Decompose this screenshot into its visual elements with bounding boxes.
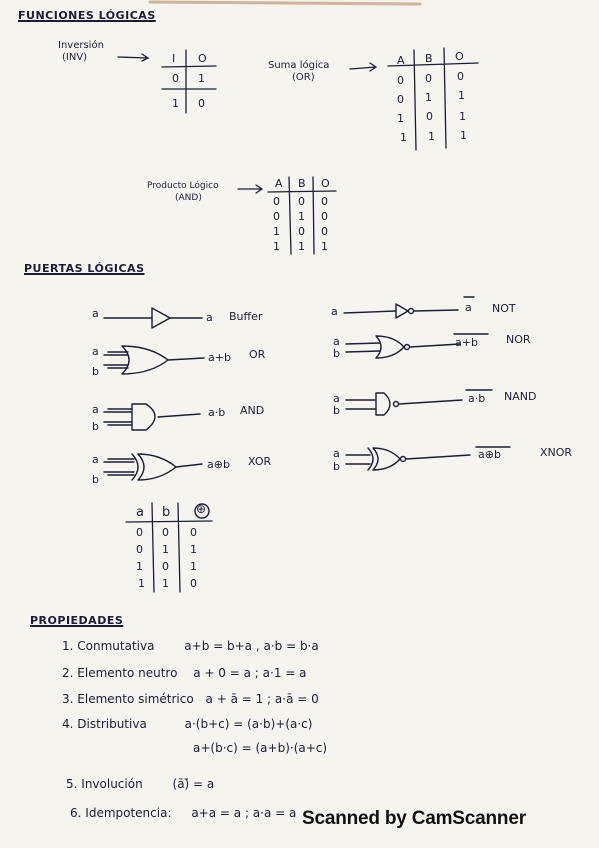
suma-header-a: A — [397, 54, 405, 67]
property-name: Distributiva — [77, 717, 147, 731]
property-name: Conmutativa — [77, 639, 155, 653]
prod-cell: 1 — [273, 225, 280, 238]
xor-cell: 1 — [138, 577, 145, 590]
inversion-label-line1: Inversión — [58, 40, 104, 51]
xnor-extra-arc — [368, 448, 373, 470]
xor-cell: 0 — [162, 526, 169, 539]
property-formula-distributiva-2: a+(b·c) = (a+b)·(a+c) — [193, 741, 328, 755]
prod-cell: 0 — [298, 195, 305, 208]
producto-label-line1: Producto Lógico — [147, 181, 219, 191]
xor-input-b-label: b — [92, 473, 99, 486]
xor-cell: 1 — [190, 560, 197, 573]
nor-gate-icon — [376, 336, 404, 358]
xnor-name-label: XNOR — [540, 446, 573, 459]
or-input-b-label: b — [92, 365, 99, 378]
inv-cell: 1 — [198, 72, 205, 85]
suma-cell: 1 — [458, 89, 465, 102]
suma-cell: 1 — [428, 130, 435, 143]
section-title-funciones: FUNCIONES LÓGICAS — [18, 9, 156, 22]
or-name-label: OR — [249, 348, 266, 361]
suma-label-line1: Suma lógica — [268, 60, 330, 71]
nand-name-label: NAND — [504, 390, 537, 403]
xor-input-a-label: a — [92, 453, 99, 466]
xor-cell: 1 — [136, 560, 143, 573]
suma-cell: 0 — [397, 93, 404, 106]
xor-cell: 0 — [190, 577, 197, 590]
and-gate-icon — [132, 404, 155, 430]
prod-cell: 1 — [298, 240, 305, 253]
xor-name-label: XOR — [248, 455, 272, 468]
suma-label-line2: (OR) — [292, 72, 315, 83]
property-formula: a + ā = 1 ; a·ā = 0 — [205, 692, 319, 706]
property-item-distributiva — [62, 717, 312, 731]
xor-cell: 1 — [162, 577, 169, 590]
prod-cell: 1 — [273, 240, 280, 253]
and-input-b-label: b — [92, 420, 99, 433]
xor-cell: 1 — [162, 543, 169, 556]
nor-input-a-label: a — [333, 335, 340, 348]
camscanner-watermark: Scanned by CamScanner — [302, 808, 526, 829]
not-gate-icon — [396, 304, 408, 318]
property-formula: a + 0 = a ; a·1 = a — [193, 666, 307, 680]
property-number: 4. — [62, 717, 74, 731]
prod-header-o: O — [321, 177, 330, 190]
prod-header-a: A — [275, 177, 283, 190]
nand-input-a-label: a — [333, 392, 340, 405]
suma-cell: 0 — [457, 70, 464, 83]
or-output-label: a+b — [208, 351, 231, 364]
section-title-propiedades: PROPIEDADES — [30, 614, 124, 627]
suma-cell: 1 — [425, 91, 432, 104]
and-name-label: AND — [240, 404, 265, 417]
xor-output-label: a⊕b — [207, 458, 230, 471]
xor-cell: 0 — [190, 526, 197, 539]
prod-cell: 0 — [321, 210, 328, 223]
property-item-neutro — [62, 666, 307, 680]
xor-gate-icon — [138, 454, 176, 480]
not-name-label: NOT — [492, 302, 516, 315]
xnor-input-a-label: a — [333, 447, 340, 460]
property-name: Idempotencia: — [85, 806, 172, 820]
suma-cell: 1 — [400, 131, 407, 144]
inv-header-i: I — [172, 52, 176, 65]
xnor-output-label: a⊕b — [478, 448, 501, 461]
property-formula: a+a = a ; a·a = a — [191, 806, 297, 820]
nor-input-b-label: b — [333, 347, 340, 360]
xor-header-b: b — [162, 505, 171, 520]
suma-cell: 0 — [397, 74, 404, 87]
suma-cell: 1 — [397, 112, 404, 125]
not-output-label: a — [465, 301, 472, 314]
property-item-involucion — [66, 777, 214, 791]
property-name: Elemento simétrico — [77, 692, 194, 706]
section-title-puertas: PUERTAS LÓGICAS — [24, 262, 145, 275]
prod-cell: 1 — [298, 210, 305, 223]
property-formula: a·(b+c) = (a·b)+(a·c) — [184, 717, 313, 731]
inv-header-o: O — [198, 52, 207, 65]
nand-input-b-label: b — [333, 404, 340, 417]
property-item-idempotencia — [70, 806, 296, 820]
xor-header-a: a — [136, 505, 144, 520]
xnor-input-b-label: b — [333, 460, 340, 473]
property-number: 6. — [70, 806, 82, 820]
xor-extra-arc — [132, 454, 138, 480]
prod-cell: 1 — [321, 240, 328, 253]
buffer-output-label: a — [206, 311, 213, 324]
nand-gate-icon — [376, 393, 390, 415]
inv-cell: 0 — [198, 97, 205, 110]
buffer-input-label: a — [92, 307, 99, 320]
prod-cell: 0 — [273, 210, 280, 223]
prod-cell: 0 — [321, 195, 328, 208]
suma-cell: 0 — [425, 72, 432, 85]
or-gate-icon — [122, 346, 168, 374]
property-formula: a+b = b+a , a·b = b·a — [184, 639, 319, 653]
property-number: 2. — [62, 666, 74, 680]
buffer-name-label: Buffer — [229, 310, 263, 323]
nand-output-label: a·b — [468, 392, 486, 405]
prod-cell: 0 — [298, 225, 305, 238]
prod-cell: 0 — [321, 225, 328, 238]
xor-cell: 0 — [136, 526, 143, 539]
prod-cell: 0 — [273, 195, 280, 208]
prod-header-b: B — [298, 177, 306, 190]
xor-header-out: ⊕ — [196, 502, 207, 516]
not-input-label: a — [331, 305, 338, 318]
property-formula: (ā)̄ = a — [172, 777, 215, 791]
suma-cell: 1 — [460, 129, 467, 142]
inv-cell: 1 — [172, 97, 179, 110]
producto-label-line2: (AND) — [175, 193, 202, 203]
nor-output-label: a+b — [455, 336, 478, 349]
xor-cell: 1 — [190, 543, 197, 556]
property-name: Involución — [81, 777, 143, 791]
property-number: 1. — [62, 639, 74, 653]
suma-header-b: B — [425, 52, 433, 65]
buffer-gate-icon — [152, 308, 170, 328]
or-input-a-label: a — [92, 345, 99, 358]
suma-cell: 1 — [459, 110, 466, 123]
property-number: 5. — [66, 777, 78, 791]
suma-cell: 0 — [426, 110, 433, 123]
and-input-a-label: a — [92, 403, 99, 416]
property-name: Elemento neutro — [77, 666, 178, 680]
inversion-label-line2: (INV) — [62, 52, 88, 63]
xor-cell: 0 — [162, 560, 169, 573]
property-number: 3. — [62, 692, 74, 706]
and-output-label: a·b — [208, 406, 226, 419]
nor-name-label: NOR — [506, 333, 531, 346]
xor-cell: 0 — [136, 543, 143, 556]
suma-header-o: O — [455, 50, 464, 63]
property-item-simetrico — [62, 692, 319, 706]
inv-cell: 0 — [172, 72, 179, 85]
property-item-conmutativa — [62, 639, 319, 653]
xnor-gate-icon — [373, 448, 400, 470]
